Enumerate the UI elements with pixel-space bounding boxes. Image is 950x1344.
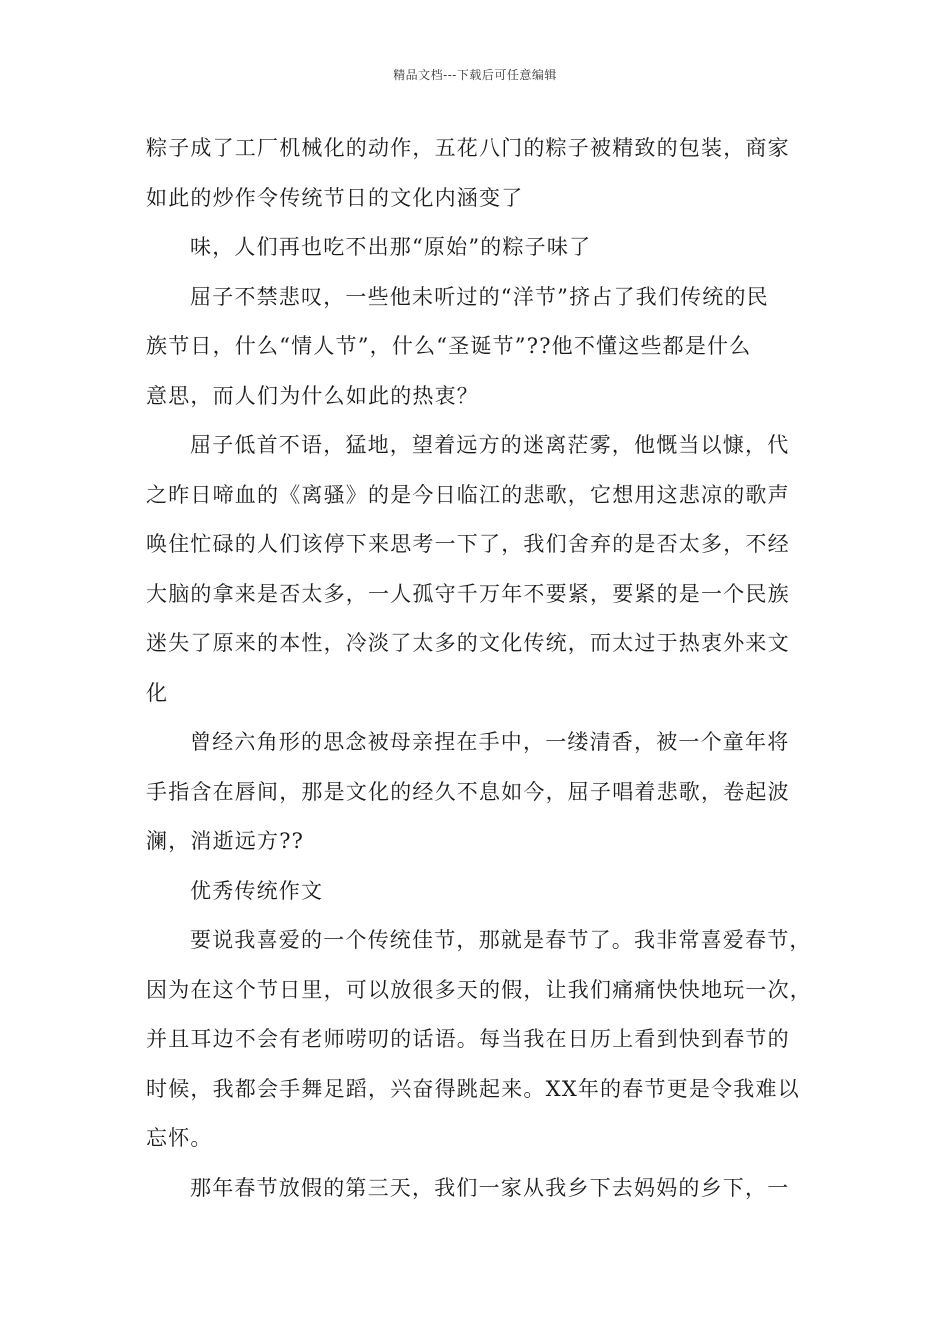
- page-header: 精品文档---下载后可任意编辑: [393, 68, 557, 82]
- text-line: 曾经六角形的思念被母亲捏在手中，一缕清香，被一个童年将: [190, 730, 790, 754]
- text-line: 之昨日啼血的《离骚》的是今日临江的悲歌，它想用这悲凉的歌声: [146, 482, 790, 507]
- text-line: 澜，消逝远方??: [146, 829, 305, 853]
- text-line: 意思，而人们为什么如此的热衷？: [146, 383, 479, 408]
- text-line: 化: [146, 680, 169, 705]
- text-line: 味，人们再也吃不出那“原始”的粽子味了: [190, 235, 592, 259]
- text-line: 忘怀。: [146, 1126, 213, 1150]
- text-line: 粽子成了工厂机械化的动作，五花八门的粽子被精致的包装，商家: [146, 136, 790, 160]
- text-line: 唤住忙碌的人们该停下来思考一下了，我们舍弃的是否太多，不经: [146, 532, 790, 556]
- text-line: 手指含在唇间，那是文化的经久不息如今，屈子唱着悲歌，卷起波: [146, 779, 790, 804]
- text-line: 屈子不禁悲叹，一些他未听过的“洋节”挤占了我们传统的民: [190, 284, 769, 309]
- text-line: 大脑的拿来是否太多，一人孤守千万年不要紧，要紧的是一个民族: [146, 581, 790, 606]
- text-line: 屈子低首不语，猛地，望着远方的迷离茫雾，他慨当以慷，代: [190, 433, 790, 457]
- text-line: 时候，我都会手舞足蹈，兴奋得跳起来。XX年的春节更是令我难以: [146, 1076, 800, 1101]
- document-body: [146, 124, 812, 1213]
- text-line: 族节日，什么“情人节”，什么“圣诞节”??他不懂这些都是什么: [146, 334, 752, 358]
- text-line: 并且耳边不会有老师唠叨的话语。每当我在日历上看到快到春节的: [146, 1027, 790, 1051]
- section-heading: 优秀传统作文: [190, 878, 324, 903]
- text-line: 迷失了原来的本性，冷淡了太多的文化传统，而太过于热衷外来文: [146, 631, 790, 655]
- text-line: 要说我喜爱的一个传统佳节，那就是春节了。我非常喜爱春节，: [190, 928, 812, 952]
- text-line: 因为在这个节日里，可以放很多天的假，让我们痛痛快快地玩一次，: [146, 977, 812, 1002]
- text-line: 那年春节放假的第三天，我们一家从我乡下去妈妈的乡下，一: [190, 1175, 790, 1200]
- text-line: 如此的炒作令传统节日的文化内涵变了: [146, 185, 524, 210]
